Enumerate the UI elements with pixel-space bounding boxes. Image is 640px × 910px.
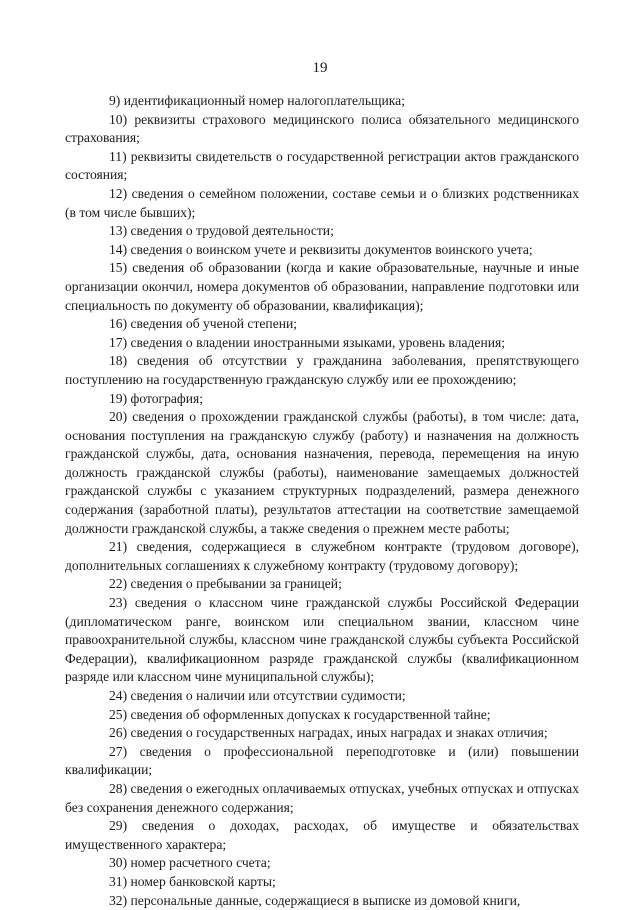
list-item-22: 22) сведения о пребывании за границей; [109,576,342,592]
list-item-11: 11) реквизиты свидетельств о государственной регистрации актов гражданского состояния; [65,148,579,183]
list-item-9: 9) идентификационный номер налогоплательщика; [109,93,405,108]
list-item-27: 27) сведения о профессиональной переподготовке и (или) повышении квалификации; [65,743,579,778]
list-item-21: 21) сведения, содержащиеся в служебном контракте (трудовом договоре), дополнительных соглашениях к служебному контракту (трудовому договору); [65,539,579,573]
list-item-26: 26) сведения о государственных наградах, иных наградах и знаках отличия; [109,725,548,741]
list-item-15: 15) сведения об образовании (когда и какие образовательные, научные и иные организации окончил, номера документов об образовании, направление подготовки или специальность по документу об образовании, квалификация); [65,260,579,313]
list-item-19: 19) фотография; [109,390,204,406]
list-item-29: 29) сведения о доходах, расходах, об имуществе и обязательствах имущественного характера; [65,818,579,852]
list-item-16: 16) сведения об ученой степени; [109,316,298,332]
list-item-32: 32) персональные данные, содержащиеся в выписке из домовой книги, [109,892,521,908]
list-item-25: 25) сведения об оформленных допусках к государственной тайне; [109,706,491,722]
page-number: 19 [312,60,328,76]
list-item-18: 18) сведения об отсутствии у гражданина заболевания, препятствующего поступлению на государственную гражданскую службу или ее прохождению; [65,353,579,387]
list-item-10: 10) реквизиты страхового медицинского полиса обязательного медицинского страхования; [65,111,579,146]
list-item-13: 13) сведения о трудовой деятельности; [109,223,334,239]
list-item-28: 28) сведения о ежегодных оплачиваемых отпусках, учебных отпусках и отпусках без сохранения денежного содержания; [65,780,579,815]
document-body [65,92,579,910]
list-item-30: 30) номер расчетного счета; [109,855,271,871]
list-item-31: 31) номер банковской карты; [109,873,276,889]
list-item-14: 14) сведения о воинском учете и реквизиты документов воинского учета; [109,241,533,257]
list-item-20: 20) сведения о прохождении гражданской службы (работы), в том числе: дата, основания поступления на гражданскую службу (работу) и назначения на должность гражданской службы, дата, основания назначения, перевода, перемещения на иную должность гражданской службы (работы), наименование замещаемых должностей гражданской службы с указанием структурных подразделений, размера денежного содержания (заработной платы), результатов аттестации на соответствие замещаемой должности гражданской службы, а также сведения о прежнем месте работы; [65,409,579,536]
list-item-12: 12) сведения о семейном положении, составе семьи и о близких родственниках (в том числе бывших); [65,185,579,220]
list-item-23: 23) сведения о классном чине гражданской службы Российской Федерации (дипломатическом ранге, воинском или специальном звании, классном чине правоохранительной службы, классном чине гражданской службы субъекта Российской Федерации), квалификационном разряде гражданской службы (квалификационном разряде или классном чине муниципальной службы); [65,595,579,685]
list-item-24: 24) сведения о наличии или отсутствии судимости; [109,688,406,703]
list-item-17: 17) сведения о владении иностранными языками, уровень владения; [109,334,506,350]
